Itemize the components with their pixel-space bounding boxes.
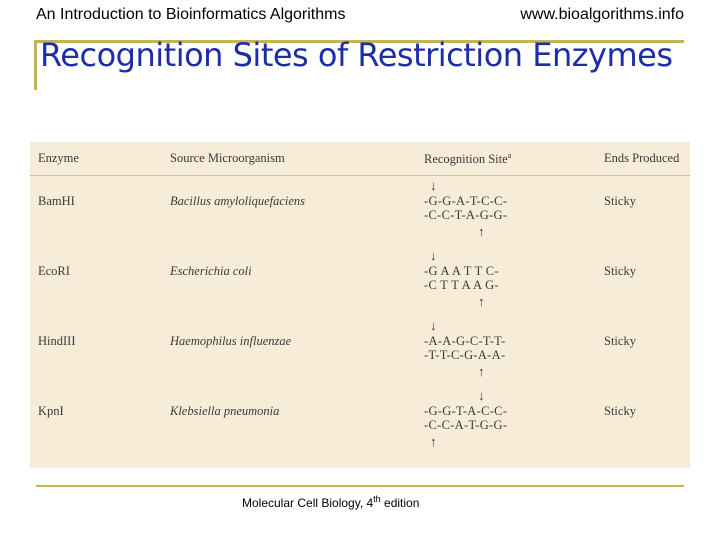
header-rule (30, 175, 690, 176)
table-header-row (30, 142, 690, 176)
ends-produced: Sticky (604, 404, 636, 418)
caption-text: Molecular Cell Biology, 4 (242, 496, 374, 510)
cut-arrow-down-icon: ↓ (430, 318, 437, 333)
header-ends: Ends Produced (604, 151, 680, 165)
caption-suffix: edition (380, 496, 420, 510)
cut-arrow-down-icon: ↓ (478, 388, 485, 403)
site-bottom-strand: -C-C-A-T-G-G- (424, 418, 508, 432)
cut-arrow-down-icon: ↓ (430, 178, 437, 193)
enzyme-name: EcoRI (38, 264, 70, 278)
site-bottom-strand: -C-C-T-A-G-G- (424, 208, 508, 222)
table-row (30, 388, 690, 458)
source-organism: Haemophilus influenzae (170, 334, 292, 348)
source-organism: Escherichia coli (170, 264, 252, 278)
cut-arrow-up-icon: ↑ (478, 294, 485, 309)
header-enzyme: Enzyme (38, 151, 79, 165)
slide-title: Recognition Sites of Restriction Enzymes (40, 36, 673, 74)
site-bottom-strand: -C T T A A G- (424, 278, 499, 292)
enzyme-name: BamHI (38, 194, 75, 208)
ends-produced: Sticky (604, 334, 636, 348)
restriction-enzyme-table (30, 142, 690, 468)
source-organism: Bacillus amyloliquefaciens (170, 194, 306, 208)
ends-produced: Sticky (604, 194, 636, 208)
header-site-footnote: a (507, 151, 512, 160)
source-organism: Klebsiella pneumonia (170, 404, 280, 418)
header-source: Source Microorganism (170, 151, 285, 165)
site-top-strand: -G-G-T-A-C-C- (424, 404, 508, 418)
caption-superscript: th (373, 494, 381, 504)
site-top-strand: -A-A-G-C-T-T- (424, 334, 506, 348)
enzyme-name: KpnI (38, 404, 64, 418)
recognition-site (424, 318, 544, 388)
cut-arrow-down-icon: ↓ (430, 248, 437, 263)
table-row (30, 178, 690, 248)
recognition-site (424, 248, 544, 318)
site-top-strand: -G-G-A-T-C-C- (424, 194, 508, 208)
header-course-title: An Introduction to Bioinformatics Algorithms (36, 6, 346, 23)
site-top-strand: -G A A T T C- (424, 264, 499, 278)
footer-rule (36, 485, 684, 487)
cut-arrow-up-icon: ↑ (430, 434, 437, 449)
table-row (30, 248, 690, 318)
ends-produced: Sticky (604, 264, 636, 278)
figure-caption (242, 494, 419, 510)
header-site-label: Recognition Site (424, 152, 508, 167)
title-left-rule (34, 40, 37, 90)
recognition-site (424, 178, 544, 248)
table-row (30, 318, 690, 388)
enzyme-name: HindIII (38, 334, 76, 348)
recognition-site (424, 388, 544, 458)
header-website: www.bioalgorithms.info (520, 6, 684, 23)
cut-arrow-up-icon: ↑ (478, 364, 485, 379)
site-bottom-strand: -T-T-C-G-A-A- (424, 348, 506, 362)
cut-arrow-up-icon: ↑ (478, 224, 485, 239)
header-site (424, 151, 511, 167)
